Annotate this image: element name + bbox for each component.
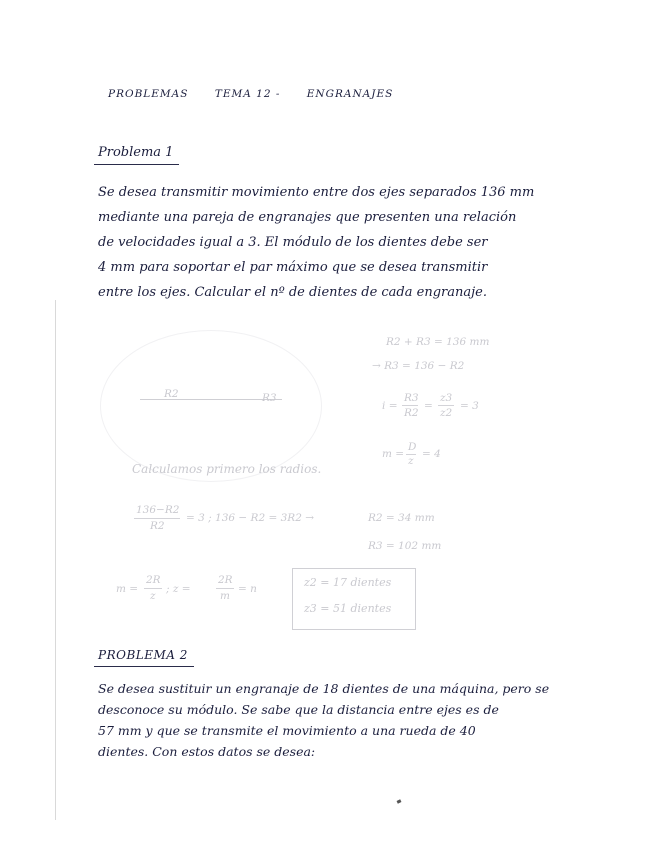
statement-line: 4 mm para soportar el par máximo que se desea transmitir xyxy=(98,260,488,275)
r3-result: R3 = 102 mm xyxy=(368,540,442,552)
center-distance-line xyxy=(140,399,282,400)
header-tema: TEMA 12 - xyxy=(214,88,281,100)
z-formula-label: ; z = xyxy=(166,583,191,595)
margin-line xyxy=(55,300,56,820)
m-formula-label: m = xyxy=(116,583,139,595)
title-underline xyxy=(94,164,179,165)
ratio-num-2: z3 xyxy=(440,392,453,404)
z3-result: z3 = 51 dientes xyxy=(304,602,392,615)
title-underline xyxy=(94,666,194,667)
modulo-label: m = xyxy=(382,448,405,460)
statement-line: Se desea sustituir un engranaje de 18 dientes de una máquina, pero se xyxy=(98,681,550,696)
z-formula-num: 2R xyxy=(218,574,233,586)
problema-1-title xyxy=(98,145,173,160)
frac-equation: = 3 ; 136 − R2 = 3R2 → xyxy=(186,512,315,524)
eq-sum-radios: R2 + R3 = 136 mm xyxy=(386,336,490,348)
problema-1-statement xyxy=(98,180,580,305)
statement-line: mediante una pareja de engranajes que presenten una relación xyxy=(98,210,517,225)
z-formula-den: m xyxy=(220,590,230,602)
header-problemas: PROBLEMAS xyxy=(108,88,189,100)
statement-line: de velocidades igual a 3. El módulo de los dientes debe ser xyxy=(98,235,488,250)
header-engranajes: ENGRANAJES xyxy=(306,88,394,100)
r2-result: R2 = 34 mm xyxy=(368,512,435,524)
ratio-eq: = xyxy=(424,400,433,412)
problema-2-title xyxy=(98,648,188,662)
ratio-num-1: R3 xyxy=(404,392,419,404)
ratio-fraction-bar-2 xyxy=(438,405,454,406)
problema-2-statement xyxy=(98,678,580,762)
statement-line: 57 mm y que se transmite el movimiento a una rueda de 40 xyxy=(98,723,476,738)
page-header xyxy=(108,88,415,100)
statement-line: desconoce su módulo. Se sabe que la distancia entre ejes es de xyxy=(98,702,499,717)
statement-line: dientes. Con estos datos se desea: xyxy=(98,744,316,759)
radius-label-r2: R2 xyxy=(164,388,179,400)
m-formula-den: z xyxy=(150,590,156,602)
z-formula-bar xyxy=(216,588,234,589)
ratio-value: = 3 xyxy=(460,400,479,412)
z-formula-value: = n xyxy=(238,583,257,595)
ratio-label: i = xyxy=(382,400,398,412)
m-formula-bar xyxy=(144,588,162,589)
eq-r3: → R3 = 136 − R2 xyxy=(372,360,465,372)
problema-2-title-text: PROBLEMA 2 xyxy=(98,648,188,662)
problema-1-title-text: Problema 1 xyxy=(98,145,174,160)
modulo-value: = 4 xyxy=(422,448,441,460)
z2-result: z2 = 17 dientes xyxy=(304,576,392,589)
radius-label-r3: R3 xyxy=(262,392,277,404)
ratio-den-2: z2 xyxy=(440,407,453,419)
gear-sketch-circle xyxy=(100,330,322,482)
statement-line: entre los ejes. Calcular el nº de dientes de cada engranaje. xyxy=(98,285,487,300)
calc-radios-note: Calculamos primero los radios. xyxy=(132,462,322,476)
frac-num: 136−R2 xyxy=(136,504,180,516)
modulo-num: D xyxy=(408,441,417,453)
frac-bar xyxy=(134,518,180,519)
ink-mark xyxy=(397,799,402,803)
statement-line: Se desea transmitir movimiento entre dos ejes separados 136 mm xyxy=(98,185,535,200)
m-formula-num: 2R xyxy=(146,574,161,586)
modulo-den: z xyxy=(408,455,414,467)
frac-den: R2 xyxy=(150,520,165,532)
ratio-fraction-bar-1 xyxy=(402,405,418,406)
ratio-den-1: R2 xyxy=(404,407,419,419)
